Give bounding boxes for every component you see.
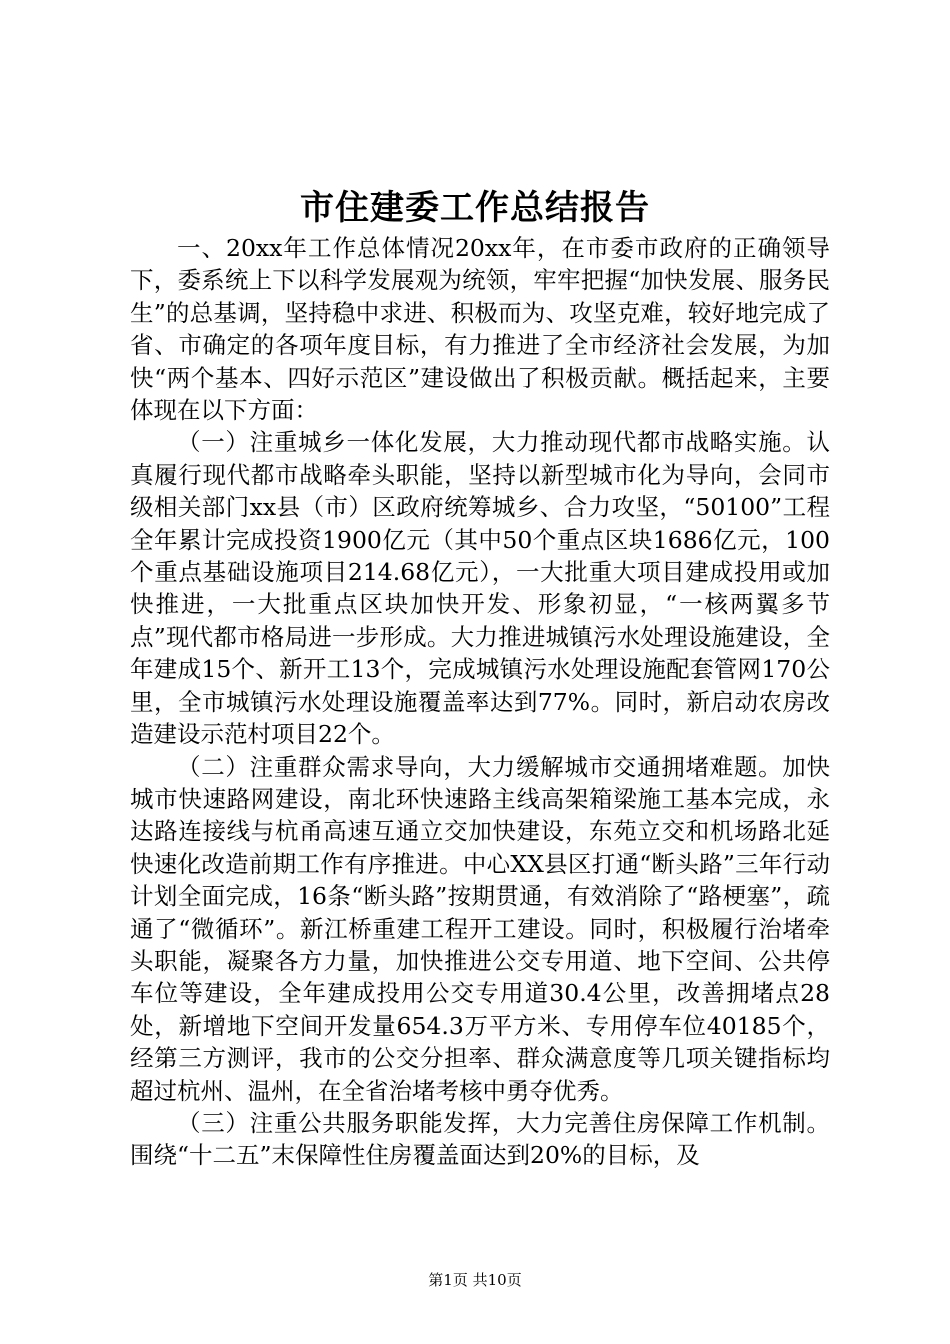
- document-title: 市住建委工作总结报告: [300, 188, 650, 228]
- paragraph-section-2: （二）注重群众需求导向，大力缓解城市交通拥堵难题。加快城市快速路网建设，南北环快速路主线高架箱梁施工基本完成，永达路连接线与杭甬高速互通立交加快建设，东苑立交和机场路北延快速化改造前期工作有序推进。中心XX县区打通“断头路”三年行动计划全面完成，16条“断头路”按期贯通，有效消除了“路梗塞”，疏通了“微循环”。新江桥重建工程开工建设。同时，积极履行治堵牵头职能，凝聚各方力量，加快推进公交专用道、地下空间、公共停车位等建设，全年建成投用公交专用道30.4公里，改善拥堵点28处，新增地下空间开发量654.3万平方米、专用停车位40185个，经第三方测评，我市的公交分担率、群众满意度等几项关键指标均超过杭州、温州，在全省治堵考核中勇夺优秀。: [130, 752, 830, 1105]
- document-body: [130, 232, 830, 1172]
- paragraph-section-1: （一）注重城乡一体化发展，大力推动现代都市战略实施。认真履行现代都市战略牵头职能，坚持以新型城市化为导向，会同市级相关部门xx县（市）区政府统筹城乡、合力攻坚，“50100”工程全年累计完成投资1900亿元（其中50个重点区块1686亿元，100个重点基础设施项目214.68亿元），一大批重大项目建成投用或加快推进，一大批重点区块加快开发、形象初显，“一核两翼多节点”现代都市格局进一步形成。大力推进城镇污水处理设施建设，全年建成15个、新开工13个，完成城镇污水处理设施配套管网170公里，全市城镇污水处理设施覆盖率达到77%。同时，新启动农房改造建设示范村项目22个。: [130, 428, 830, 749]
- page-number-footer: 第1页 共10页: [428, 1271, 522, 1289]
- paragraph-overview: 一、20xx年工作总体情况20xx年，在市委市政府的正确领导下，委系统上下以科学发展观为统领，牢牢把握“加快发展、服务民生”的总基调，坚持稳中求进、积极而为、攻坚克难，较好地完成了省、市确定的各项年度目标，有力推进了全市经济社会发展，为加快“两个基本、四好示范区”建设做出了积极贡献。概括起来，主要体现在以下方面：: [130, 234, 830, 425]
- paragraph-section-3: （三）注重公共服务职能发挥，大力完善住房保障工作机制。围绕“十二五”末保障性住房覆盖面达到20%的目标，及: [130, 1108, 830, 1170]
